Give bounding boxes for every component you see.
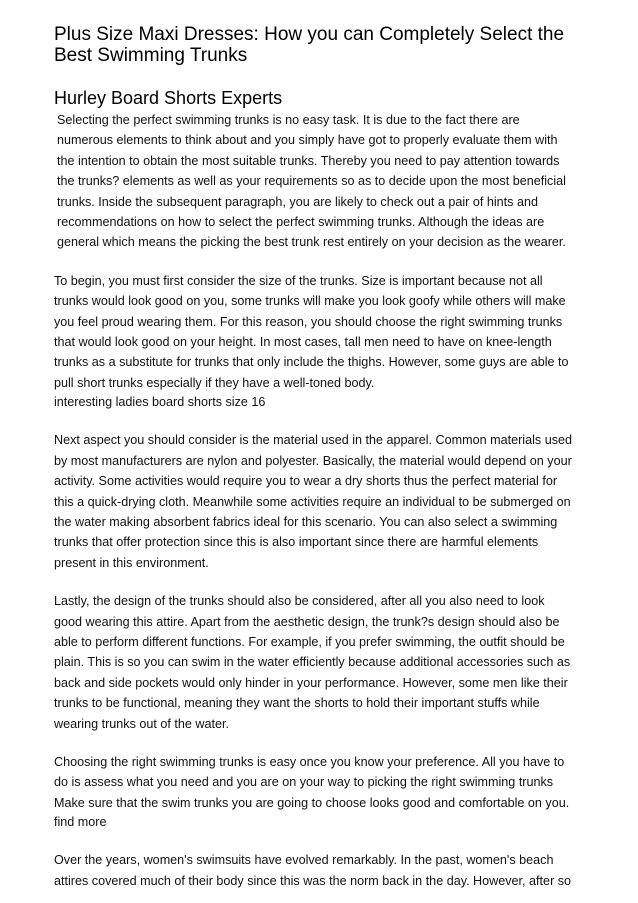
text-line: wearing trunks out of the water. — [54, 716, 230, 731]
text-line: by most manufacturers are nylon and polyester. Basically, the material would depend on your — [54, 453, 572, 468]
text-line: trunks would look good on you, some trunks will make you look goofy while others will make — [54, 294, 566, 309]
text-line: Lastly, the design of the trunks should also be considered, after all you also need to look — [54, 594, 545, 609]
paragraph-intro — [54, 110, 594, 253]
text-line: pull short trunks especially if they have a well-toned body. — [54, 375, 375, 390]
document-title — [54, 24, 594, 66]
paragraph-womens-swimsuits — [54, 850, 594, 891]
text-line: that would look good on your height. In most cases, tall men need to have on knee-length — [54, 335, 552, 350]
text-line: trunks to be functional, meaning they want the shorts to hold their important stuffs while — [54, 696, 540, 711]
text-line: the water making absorbent fabrics ideal for this scenario. You can also select a swimming — [54, 514, 558, 529]
document-subtitle: Hurley Board Shorts Experts — [54, 88, 283, 108]
text-line: plain. This is so you can swim in the water efficiently because additional accessories such as — [54, 655, 571, 670]
text-line: good wearing this attire. Apart from the aesthetic design, the trunk?s design should also be — [54, 614, 560, 629]
title-line: Best Swimming Trunks — [54, 45, 248, 66]
text-line: Selecting the perfect swimming trunks is no easy task. It is due to the fact there are — [57, 113, 520, 127]
text-line: the intention to obtain the most suitable trunks. Thereby you need to pay attention towards — [57, 153, 560, 168]
find-more-link[interactable]: find more — [54, 815, 107, 830]
text-line: To begin, you must first consider the size of the trunks. Size is important because not all — [54, 273, 543, 288]
text-line: trunks. Inside the subsequent paragraph, you are likely to check out a pair of hints and — [57, 194, 538, 209]
text-line: attires covered much of their body since this was the norm back in the day. However, after so — [54, 873, 572, 888]
text-line: do is assess what you need and you are on your way to picking the right swimming trunks — [54, 775, 554, 790]
paragraph-size — [54, 271, 594, 393]
text-line: general which means the picking the best trunk rest entirely on your decision as the wearer. — [57, 235, 566, 250]
text-line: you feel proud wearing them. For this reason, you should choose the right swimming trunks — [54, 314, 563, 329]
paragraph-material — [54, 430, 594, 573]
paragraph-choosing — [54, 752, 594, 813]
text-line: trunks that offer protection since this is also important since there are harmful elements — [54, 535, 539, 550]
paragraph-design — [54, 591, 594, 734]
text-line: activity. Some activities would require you to wear a dry shorts thus the perfect material for — [54, 474, 558, 489]
text-line: this a quick-drying cloth. Meanwhile some activities require an individual to be submerged on — [54, 494, 571, 509]
text-line: the trunks? elements as well as your requirements so as to decide upon the most beneficial — [57, 174, 566, 189]
document-page — [54, 24, 594, 891]
text-line: trunks as a substitute for trunks that only include the thighs. However, some guys are able to — [54, 355, 569, 370]
text-line: Choosing the right swimming trunks is easy once you know your preference. All you have to — [54, 754, 565, 769]
title-line: Plus Size Maxi Dresses: How you can Completely Select the — [54, 24, 565, 45]
text-line: able to perform different functions. For example, if you prefer swimming, the outfit should be — [54, 634, 565, 649]
text-line: back and side pockets would only hinder in your performance. However, some men like their — [54, 675, 568, 690]
text-line: Make sure that the swim trunks you are going to choose looks good and comfortable on you. — [54, 795, 570, 810]
board-shorts-link[interactable]: interesting ladies board shorts size 16 — [54, 395, 266, 410]
text-line: Next aspect you should consider is the material used in the apparel. Common materials used — [54, 433, 573, 448]
text-line: present in this environment. — [54, 555, 209, 570]
text-line: Over the years, women's swimsuits have evolved remarkably. In the past, women's beach — [54, 853, 554, 868]
text-line: numerous elements to think about and you simply have got to properly evaluate them with — [57, 133, 558, 148]
text-line: recommendations on how to select the perfect swimming trunks. Although the ideas are — [57, 215, 545, 230]
